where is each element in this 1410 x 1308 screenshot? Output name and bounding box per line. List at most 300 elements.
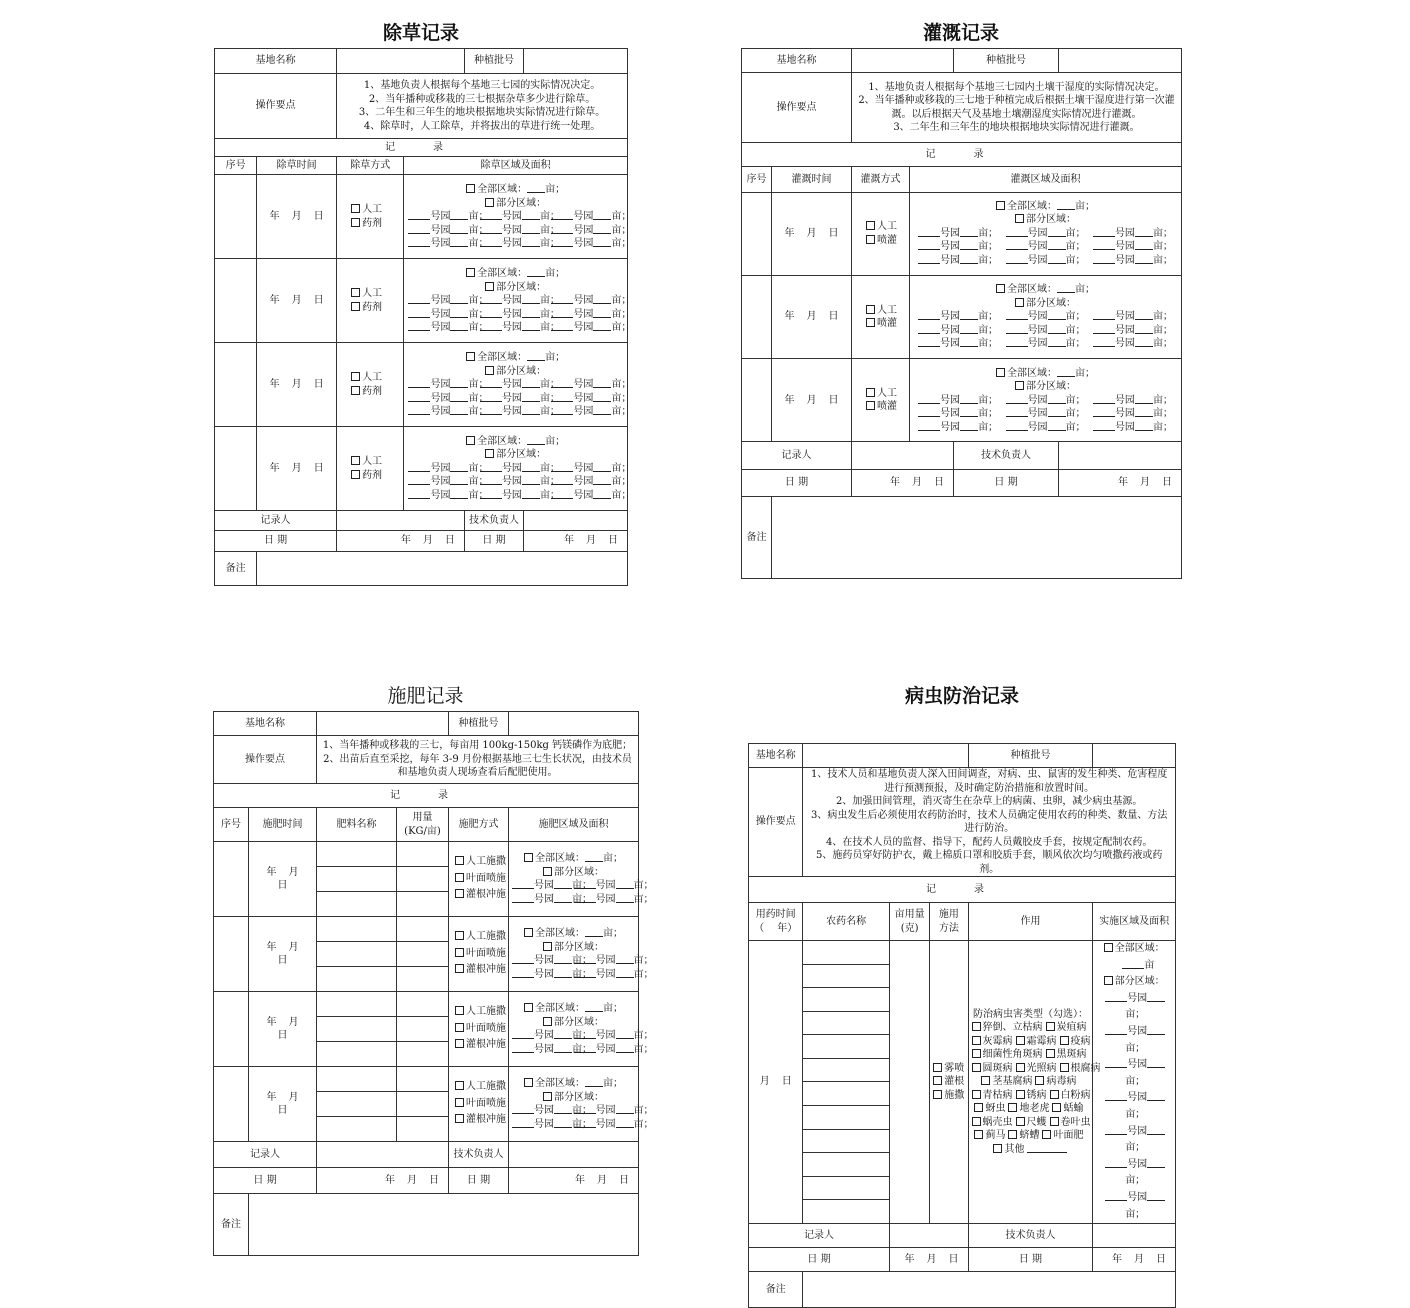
col-time: 除草时间: [257, 157, 337, 175]
checkbox-icon[interactable]: [996, 284, 1005, 293]
pest-type-title: 防治病虫害类型（勾选）：: [972, 1008, 1088, 1020]
area-cell: 全部区域： 亩； 部分区域： 号园 亩； 号园 亩； 号园 亩； 号园 亩；: [509, 917, 639, 992]
record-row: [215, 175, 628, 259]
pesticide-name-row[interactable]: [803, 1011, 889, 1035]
pest-type-option[interactable]: 根腐病: [1060, 1063, 1101, 1074]
checkbox-option[interactable]: 叶面喷施: [455, 1096, 505, 1113]
apply-area-cell: 全部区域： 亩 部分区域： 号园亩； 号园亩； 号园亩； 号园亩； 号园亩； 号园亩； 号园亩；: [1093, 941, 1176, 1224]
checkbox-icon[interactable]: [455, 948, 464, 957]
remark-label: 备注: [742, 496, 772, 578]
col-method: 灌溉方式: [852, 167, 910, 192]
checkbox-icon[interactable]: [972, 1022, 981, 1031]
tech-lead-field[interactable]: [509, 1142, 639, 1168]
checkbox-icon[interactable]: [543, 1092, 552, 1101]
checkbox-icon[interactable]: [466, 352, 475, 361]
pesticide-name-row[interactable]: [803, 941, 889, 964]
checkbox-option[interactable]: 灌根冲施: [455, 962, 505, 979]
pesticide-name-row[interactable]: [803, 964, 889, 988]
checkbox-icon[interactable]: [972, 1036, 981, 1045]
checkbox-icon[interactable]: [351, 372, 360, 381]
key-points-notes: [337, 74, 628, 139]
checkbox-option[interactable]: 灌根冲施: [455, 887, 505, 904]
checkbox-icon[interactable]: [1046, 1022, 1055, 1031]
checkbox-icon[interactable]: [455, 1006, 464, 1015]
checkbox-icon[interactable]: [485, 449, 494, 458]
record-row: [214, 992, 639, 1067]
recorder-field[interactable]: [852, 442, 954, 469]
area-line[interactable]: 号园 亩； 号园 亩； 号园 亩；: [407, 308, 624, 322]
col-area: 灌溉区域及面积: [910, 167, 1182, 192]
area-line[interactable]: 号园 亩； 号园 亩； 号园 亩；: [407, 392, 624, 406]
checkbox-option[interactable]: 喷灌: [866, 400, 906, 414]
checkbox-option[interactable]: 喷灌: [866, 317, 906, 331]
checkbox-icon[interactable]: [455, 889, 464, 898]
col-area: 施肥区域及面积: [509, 808, 639, 842]
checkbox-icon[interactable]: [524, 928, 533, 937]
seq-cell[interactable]: [215, 259, 257, 343]
area-line[interactable]: 号园 亩； 号园 亩；: [512, 1029, 635, 1043]
checkbox-option[interactable]: 灌根: [933, 1075, 964, 1089]
remark-field[interactable]: [249, 1194, 639, 1256]
record-row: [742, 275, 1182, 358]
area-cell: 全部区域： 亩； 部分区域： 号园 亩； 号园 亩； 号园 亩； 号园 亩；: [509, 992, 639, 1067]
checkbox-option[interactable]: 人工施撒: [455, 854, 505, 871]
tech-lead-field[interactable]: [1059, 442, 1182, 469]
checkbox-option[interactable]: 喷灌: [866, 234, 906, 248]
area-line[interactable]: 号园亩；: [1096, 1090, 1172, 1123]
fertilizer-name-cells[interactable]: [317, 992, 397, 1067]
area-line[interactable]: 号园 亩； 号园 亩； 号园 亩；: [407, 378, 624, 392]
date-cell[interactable]: 年 月日: [249, 1067, 317, 1142]
seq-cell[interactable]: [214, 842, 249, 917]
checkbox-option[interactable]: 人工: [866, 220, 906, 234]
checkbox-option[interactable]: 人工: [351, 203, 400, 217]
area-line[interactable]: 号园 亩； 号园 亩； 号园 亩；: [913, 337, 1178, 351]
area-line[interactable]: 号园亩；: [1096, 1124, 1172, 1157]
checkbox-icon[interactable]: [972, 1063, 981, 1072]
checkbox-option[interactable]: 人工: [351, 455, 400, 469]
checkbox-icon[interactable]: [1050, 1090, 1059, 1099]
area-line[interactable]: 号园亩；: [1096, 1024, 1172, 1057]
date-cell[interactable]: 年 月 日: [772, 275, 852, 358]
checkbox-option[interactable]: 雾喷: [933, 1062, 964, 1076]
pesticide-name-row[interactable]: [803, 1200, 889, 1223]
area-cell: 全部区域： 亩； 部分区域： 号园 亩； 号园 亩； 号园 亩； 号园 亩； 号园 亩； 号园 亩； 号园 亩； 号园 亩； 号园 亩；: [404, 175, 628, 259]
pest-type-option[interactable]: 光照病: [1016, 1063, 1057, 1074]
recorder-label: 记录人: [749, 1224, 890, 1248]
checkbox-icon[interactable]: [485, 282, 494, 291]
pesticide-name-row[interactable]: [803, 1035, 889, 1059]
checkbox-icon[interactable]: [981, 1076, 990, 1085]
fertilizer-name-cells[interactable]: [317, 917, 397, 992]
checkbox-icon[interactable]: [351, 288, 360, 297]
checkbox-icon[interactable]: [466, 184, 475, 193]
checkbox-icon[interactable]: [1052, 1103, 1061, 1112]
base-name-field[interactable]: [337, 49, 465, 74]
checkbox-option[interactable]: 药剂: [351, 301, 400, 315]
seq-cell[interactable]: [742, 192, 772, 275]
checkbox-icon[interactable]: [351, 302, 360, 311]
checkbox-icon[interactable]: [351, 386, 360, 395]
date-field[interactable]: 年 月 日: [1093, 1248, 1176, 1272]
area-line[interactable]: 号园 亩； 号园 亩； 号园 亩；: [913, 421, 1178, 435]
recorder-field[interactable]: [337, 511, 465, 531]
checkbox-option[interactable]: 人工施撒: [455, 1079, 505, 1096]
date-field[interactable]: 年 月 日: [524, 531, 628, 551]
pest-type-option[interactable]: 锈病: [1016, 1090, 1047, 1101]
note-line: 2、出苗后直至采挖，每年 3-9 月份根据基地三七生长状况，由技术员和基地负责人现场查看后配肥使用。: [323, 753, 632, 779]
fertilizing-table: [213, 711, 654, 1256]
checkbox-icon[interactable]: [866, 221, 875, 230]
col-seq: 序号: [214, 808, 249, 842]
checkbox-icon[interactable]: [455, 931, 464, 940]
pest-type-option[interactable]: 尺蠖: [1016, 1117, 1047, 1128]
area-line[interactable]: 号园亩；: [1096, 1057, 1172, 1090]
checkbox-option[interactable]: 叶面喷施: [455, 871, 505, 888]
checkbox-option[interactable]: 叶面喷施: [455, 1021, 505, 1038]
col-seq: 序号: [742, 167, 772, 192]
area-line[interactable]: 号园 亩； 号园 亩；: [512, 893, 635, 907]
pest-type-option[interactable]: 蚜虫: [974, 1103, 1005, 1114]
area-line[interactable]: 号园 亩； 号园 亩； 号园 亩；: [407, 237, 624, 251]
checkbox-icon[interactable]: [1015, 381, 1024, 390]
date-label: 日 期: [214, 1168, 317, 1194]
base-name-label: 基地名称: [214, 712, 317, 736]
checkbox-option[interactable]: 灌根冲施: [455, 1037, 505, 1054]
checkbox-icon[interactable]: [455, 1114, 464, 1123]
checkbox-option[interactable]: 药剂: [351, 385, 400, 399]
checkbox-option[interactable]: 人工: [866, 387, 906, 401]
checkbox-icon[interactable]: [1035, 1076, 1044, 1085]
area-line[interactable]: 号园 亩； 号园 亩； 号园 亩；: [407, 475, 624, 489]
checkbox-option[interactable]: 人工: [351, 371, 400, 385]
checkbox-icon[interactable]: [972, 1049, 981, 1058]
area-line[interactable]: 号园 亩； 号园 亩； 号园 亩；: [407, 321, 624, 335]
note-line: 3、病虫发生后必须使用农药防治时，技术人员确定使用农药的种类、数量、方法进行防治。: [811, 809, 1168, 834]
date-cell[interactable]: 年 月 日: [772, 359, 852, 442]
recorder-label: 记录人: [742, 442, 852, 469]
checkbox-icon[interactable]: [351, 456, 360, 465]
checkbox-icon[interactable]: [972, 1117, 981, 1126]
checkbox-option[interactable]: 人工施撒: [455, 929, 505, 946]
checkbox-icon[interactable]: [1008, 1103, 1017, 1112]
checkbox-option[interactable]: 药剂: [351, 469, 400, 483]
checkbox-icon[interactable]: [455, 873, 464, 882]
base-name-field[interactable]: [317, 712, 449, 736]
checkbox-icon[interactable]: [1016, 1063, 1025, 1072]
pesticide-name-cells[interactable]: [803, 941, 890, 1224]
pest-type-option[interactable]: 炭疽病: [1046, 1022, 1087, 1033]
checkbox-icon[interactable]: [1016, 1090, 1025, 1099]
pesticide-name-row[interactable]: [803, 1082, 889, 1106]
date-cell[interactable]: 年 月日: [249, 842, 317, 917]
tech-lead-label: 技术负责人: [954, 442, 1059, 469]
col-name: 农药名称: [803, 903, 890, 941]
seq-cell[interactable]: [214, 917, 249, 992]
checkbox-icon[interactable]: [1015, 298, 1024, 307]
area-line[interactable]: 号园 亩； 号园 亩；: [512, 954, 635, 968]
checkbox-icon[interactable]: [866, 388, 875, 397]
seq-cell[interactable]: [214, 1067, 249, 1142]
area-line[interactable]: 号园 亩； 号园 亩； 号园 亩；: [407, 405, 624, 419]
seq-cell[interactable]: [215, 427, 257, 511]
area-line[interactable]: 号园 亩； 号园 亩； 号园 亩；: [407, 224, 624, 238]
pesticide-name-row[interactable]: [803, 1129, 889, 1153]
checkbox-icon[interactable]: [974, 1103, 983, 1112]
area-line[interactable]: 号园 亩； 号园 亩； 号园 亩；: [407, 210, 624, 224]
note-line: 3、二年生和三年生的地块根据地块实际情况进行灌溉。: [893, 122, 1140, 134]
checkbox-icon[interactable]: [351, 470, 360, 479]
dosage-field[interactable]: [889, 941, 929, 1224]
fertilizer-name-cells[interactable]: [317, 842, 397, 917]
date-field[interactable]: 年 月 日: [337, 531, 465, 551]
checkbox-icon[interactable]: [993, 1144, 1002, 1153]
checkbox-icon[interactable]: [933, 1090, 942, 1099]
record-row: [215, 427, 628, 511]
area-line[interactable]: 号园亩；: [1096, 1157, 1172, 1190]
method-cell: [852, 275, 910, 358]
checkbox-icon[interactable]: [1050, 1117, 1059, 1126]
tech-lead-field[interactable]: [524, 511, 628, 531]
checkbox-icon[interactable]: [543, 867, 552, 876]
pest-type-option[interactable]: 茎基腐病: [981, 1076, 1032, 1087]
checkbox-icon[interactable]: [866, 401, 875, 410]
pest-type-option[interactable]: 青枯病: [972, 1090, 1013, 1101]
checkbox-icon[interactable]: [351, 218, 360, 227]
checkbox-icon[interactable]: [1104, 943, 1113, 952]
area-line[interactable]: 号园 亩； 号园 亩； 号园 亩；: [913, 394, 1178, 408]
checkbox-icon[interactable]: [1042, 1130, 1051, 1139]
note-line: 1、当年播种或移栽的三七，每亩用 100kg-150kg 钙镁磷作为底肥；: [322, 740, 633, 752]
checkbox-icon[interactable]: [1060, 1063, 1069, 1072]
checkbox-icon[interactable]: [455, 1039, 464, 1048]
amount-cells[interactable]: [397, 1067, 449, 1142]
pesticide-name-row[interactable]: [803, 1106, 889, 1130]
col-time: 灌溉时间: [772, 167, 852, 192]
note-line: 2、当年播种或移栽的三七根据杂草多少进行除草。: [368, 93, 596, 105]
area-line[interactable]: 号园 亩； 号园 亩；: [512, 1118, 635, 1132]
date-cell[interactable]: 年 月日: [249, 917, 317, 992]
date-label: 日 期: [749, 1248, 890, 1272]
date-field[interactable]: 年 月 日: [509, 1168, 639, 1194]
base-name-field[interactable]: [852, 49, 954, 73]
batch-no-field[interactable]: [1059, 49, 1182, 73]
weeding-form: [214, 18, 632, 586]
recorder-field[interactable]: [317, 1142, 449, 1168]
pesticide-name-row[interactable]: [803, 1176, 889, 1200]
note-line: 1、基地负责人根据每个基地三七园内土壤干湿度的实际情况决定。: [868, 81, 1165, 93]
checkbox-option[interactable]: 人工施撒: [455, 1004, 505, 1021]
pest-type-option[interactable]: 霜霉病: [1016, 1036, 1057, 1047]
record-row: [214, 1067, 639, 1142]
date-field[interactable]: 年 月 日: [852, 469, 954, 496]
amount-cells[interactable]: [397, 842, 449, 917]
area-line[interactable]: 号园 亩； 号园 亩；: [512, 1104, 635, 1118]
seq-cell[interactable]: [215, 175, 257, 259]
checkbox-option[interactable]: 叶面喷施: [455, 946, 505, 963]
checkbox-icon[interactable]: [455, 1098, 464, 1107]
checkbox-icon[interactable]: [543, 942, 552, 951]
seq-cell[interactable]: [215, 343, 257, 427]
col-method: 施用 方法: [930, 903, 968, 941]
amount-cells[interactable]: [397, 917, 449, 992]
date-label: 日 期: [968, 1248, 1093, 1272]
checkbox-icon[interactable]: [485, 366, 494, 375]
date-cell[interactable]: 年 月 日: [257, 343, 337, 427]
irrigation-form: [741, 18, 1181, 579]
note-line: 4、除草时，人工除草，并将拔出的草进行统一处理。: [363, 120, 601, 132]
checkbox-icon[interactable]: [933, 1063, 942, 1072]
batch-no-field[interactable]: [1093, 744, 1176, 768]
remark-field[interactable]: [803, 1272, 1176, 1308]
pest-type-option[interactable]: 其他: [993, 1144, 1024, 1155]
pest-type-option[interactable]: 猝倒、立枯病: [972, 1022, 1043, 1033]
area-line[interactable]: 号园亩；: [1096, 1190, 1172, 1223]
area-line[interactable]: 号园 亩； 号园 亩； 号园 亩；: [913, 254, 1178, 268]
date-field[interactable]: 年 月 日: [1059, 469, 1182, 496]
area-line[interactable]: 号园 亩； 号园 亩；: [512, 1043, 635, 1057]
checkbox-icon[interactable]: [933, 1076, 942, 1085]
pest-type-option[interactable]: 疫病: [1060, 1036, 1091, 1047]
checkbox-option[interactable]: 人工: [866, 304, 906, 318]
checkbox-icon[interactable]: [455, 1081, 464, 1090]
irrigation-table: [741, 48, 1182, 579]
key-points-notes: [852, 73, 1182, 143]
seq-cell[interactable]: [742, 275, 772, 358]
area-cell: 全部区域： 亩； 部分区域： 号园 亩； 号园 亩； 号园 亩； 号园 亩；: [509, 1067, 639, 1142]
checkbox-icon[interactable]: [351, 204, 360, 213]
recorder-label: 记录人: [214, 1142, 317, 1168]
checkbox-icon[interactable]: [1015, 214, 1024, 223]
checkbox-icon[interactable]: [1104, 976, 1113, 985]
checkbox-icon[interactable]: [1016, 1036, 1025, 1045]
pest-type-option[interactable]: 细菌性角斑病: [972, 1049, 1043, 1060]
area-line[interactable]: 号园 亩； 号园 亩； 号园 亩；: [407, 462, 624, 476]
checkbox-icon[interactable]: [974, 1130, 983, 1139]
date-cell[interactable]: 年 月日: [249, 992, 317, 1067]
checkbox-icon[interactable]: [455, 1023, 464, 1032]
checkbox-icon[interactable]: [466, 268, 475, 277]
fertilizing-title: 施肥记录: [387, 685, 464, 707]
batch-no-field[interactable]: [509, 712, 639, 736]
checkbox-option[interactable]: 药剂: [351, 217, 400, 231]
checkbox-icon[interactable]: [996, 368, 1005, 377]
area-line[interactable]: 号园 亩； 号园 亩； 号园 亩；: [913, 324, 1178, 338]
date-label: 日 期: [449, 1168, 509, 1194]
checkbox-icon[interactable]: [1016, 1117, 1025, 1126]
area-cell: 全部区域： 亩； 部分区域： 号园 亩； 号园 亩； 号园 亩； 号园 亩；: [509, 842, 639, 917]
batch-no-label: 种植批号: [464, 49, 523, 74]
pest-type-option[interactable]: 地老虎: [1008, 1103, 1049, 1114]
checkbox-icon[interactable]: [1008, 1130, 1017, 1139]
area-line[interactable]: 号园亩；: [1096, 991, 1172, 1024]
checkbox-icon[interactable]: [485, 198, 494, 207]
pest-type-option[interactable]: 蛴螬: [1008, 1130, 1039, 1141]
note-line: 5、施药员穿好防护衣，戴上棉质口罩和胶质手套，顺风依次均匀喷撒药液或药剂。: [816, 850, 1163, 875]
date-cell[interactable]: 年 月 日: [257, 259, 337, 343]
checkbox-icon[interactable]: [543, 1017, 552, 1026]
note-line: 1、基地负责人根据每个基地三七园的实际情况决定。: [363, 80, 601, 92]
pest-type-option[interactable]: 白粉病: [1050, 1090, 1091, 1101]
checkbox-option[interactable]: 灌根冲施: [455, 1112, 505, 1129]
recorder-field[interactable]: [889, 1224, 968, 1248]
pest-type-option[interactable]: 病毒病: [1035, 1076, 1076, 1087]
date-cell[interactable]: 年 月 日: [257, 427, 337, 511]
pest-type-option[interactable]: 卷叶虫: [1050, 1117, 1091, 1128]
area-line[interactable]: 号园 亩； 号园 亩； 号园 亩；: [407, 489, 624, 503]
record-heading: 记 录: [215, 139, 628, 157]
checkbox-icon[interactable]: [455, 856, 464, 865]
batch-no-field[interactable]: [524, 49, 628, 74]
checkbox-icon[interactable]: [1046, 1049, 1055, 1058]
tech-lead-field[interactable]: [1093, 1224, 1176, 1248]
remark-label: 备注: [215, 551, 257, 585]
checkbox-icon[interactable]: [524, 853, 533, 862]
pesticide-name-row[interactable]: [803, 1153, 889, 1177]
checkbox-icon[interactable]: [866, 235, 875, 244]
fertilizer-name-cells[interactable]: [317, 1067, 397, 1142]
base-name-field[interactable]: [803, 744, 968, 768]
pesticide-name-row[interactable]: [803, 988, 889, 1012]
pest-type-option[interactable]: 叶面肥: [1042, 1130, 1083, 1141]
area-line[interactable]: 号园 亩； 号园 亩； 号园 亩；: [913, 407, 1178, 421]
pest-type-option[interactable]: 蓟马: [974, 1130, 1005, 1141]
date-label: 日 期: [215, 531, 337, 551]
checkbox-icon[interactable]: [524, 1078, 533, 1087]
method-cell: [449, 992, 509, 1067]
area-cell: 全部区域： 亩； 部分区域： 号园 亩； 号园 亩； 号园 亩； 号园 亩； 号园 亩； 号园 亩； 号园 亩； 号园 亩； 号园 亩；: [910, 359, 1182, 442]
pest-type-option[interactable]: 圆斑病: [972, 1063, 1013, 1074]
checkbox-icon[interactable]: [996, 201, 1005, 210]
date-cell[interactable]: 年 月 日: [772, 192, 852, 275]
area-line[interactable]: 号园 亩； 号园 亩； 号园 亩；: [913, 310, 1178, 324]
remark-field[interactable]: [257, 551, 628, 585]
area-line[interactable]: 号园 亩； 号园 亩； 号园 亩；: [407, 294, 624, 308]
checkbox-icon[interactable]: [1060, 1036, 1069, 1045]
area-line[interactable]: 号园 亩； 号园 亩； 号园 亩；: [913, 240, 1178, 254]
pest-type-option[interactable]: 蛞蝓: [1052, 1103, 1083, 1114]
checkbox-icon[interactable]: [972, 1090, 981, 1099]
checkbox-option[interactable]: 施撒: [933, 1089, 964, 1103]
fertilizing-form: [213, 681, 654, 1256]
checkbox-icon[interactable]: [455, 964, 464, 973]
area-line[interactable]: 号园 亩； 号园 亩； 号园 亩；: [913, 227, 1178, 241]
remark-label: 备注: [214, 1194, 249, 1256]
date-cell[interactable]: 年 月 日: [257, 175, 337, 259]
seq-cell[interactable]: [214, 992, 249, 1067]
area-line[interactable]: 号园 亩； 号园 亩；: [512, 879, 635, 893]
pest-type-option[interactable]: 黑斑病: [1046, 1049, 1087, 1060]
date-label: 日 期: [954, 469, 1059, 496]
date-field[interactable]: 年 月 日: [317, 1168, 449, 1194]
amount-cells[interactable]: [397, 992, 449, 1067]
area-line[interactable]: 号园 亩； 号园 亩；: [512, 968, 635, 982]
pest-type-option[interactable]: 灰霉病: [972, 1036, 1013, 1047]
checkbox-icon[interactable]: [866, 305, 875, 314]
seq-cell[interactable]: [742, 359, 772, 442]
checkbox-option[interactable]: 人工: [351, 287, 400, 301]
checkbox-icon[interactable]: [524, 1003, 533, 1012]
apply-method-cell: [930, 941, 968, 1224]
remark-field[interactable]: [772, 496, 1182, 578]
use-date-field[interactable]: 月 日: [749, 941, 803, 1224]
method-cell: [337, 343, 404, 427]
date-field[interactable]: 年 月 日: [889, 1248, 968, 1272]
pesticide-name-row[interactable]: [803, 1058, 889, 1082]
pest-type-option[interactable]: 蜗壳虫: [972, 1117, 1013, 1128]
checkbox-icon[interactable]: [866, 318, 875, 327]
checkbox-icon[interactable]: [466, 436, 475, 445]
